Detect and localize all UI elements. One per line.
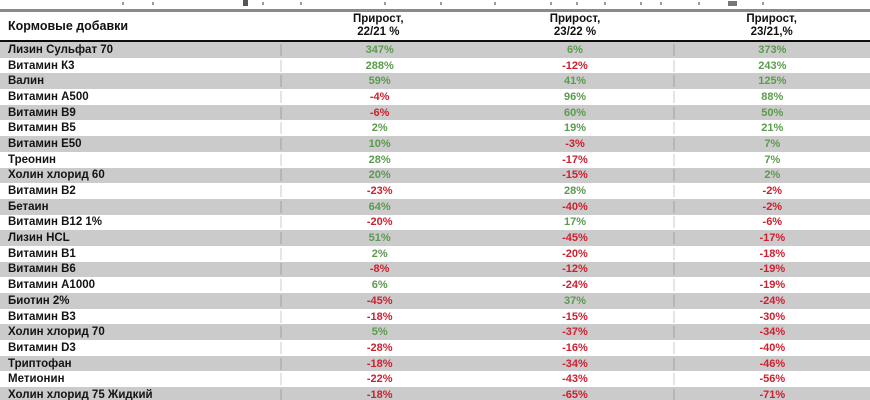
growth-value: -45%: [562, 232, 588, 245]
growth-value: 50%: [673, 107, 870, 119]
growth-value: -37%: [562, 326, 588, 339]
growth-value: 19%: [563, 122, 586, 135]
growth-value: 51%: [280, 232, 477, 244]
growth-value: -18%: [673, 248, 870, 260]
growth-value: -22%: [280, 373, 477, 385]
additive-name: Витамин В1: [8, 247, 76, 260]
col-header-additives: Кормовые добавки: [8, 19, 129, 33]
table-row: [0, 215, 870, 231]
col-header-line: 23/21,%: [750, 26, 793, 38]
growth-value: -30%: [673, 311, 870, 323]
additive-name: Холин хлорид 75 Жидкий: [8, 388, 153, 400]
growth-value: 28%: [563, 185, 586, 198]
table-row: [0, 152, 870, 168]
additive-name: Витамин А1000: [8, 279, 96, 292]
additive-name: Лизин Сульфат 70: [8, 43, 114, 56]
table-row: [0, 324, 870, 340]
growth-value: 37%: [563, 294, 586, 307]
table-row: [0, 371, 870, 387]
table-row: [0, 246, 870, 262]
col-header-growth-22-21: [280, 13, 477, 39]
growth-value: 20%: [280, 169, 477, 181]
additive-name: Витамин В9: [8, 106, 76, 119]
growth-value: -6%: [673, 216, 870, 228]
additive-name: Валин: [8, 75, 45, 88]
growth-value: -28%: [280, 342, 477, 354]
growth-value: -46%: [673, 358, 870, 370]
growth-value: -56%: [673, 373, 870, 385]
growth-value: -19%: [673, 279, 870, 291]
growth-value: -65%: [562, 388, 588, 400]
growth-value: 17%: [563, 216, 586, 229]
additive-name: Треонин: [8, 153, 56, 166]
additive-name: Холин хлорид 70: [8, 326, 105, 339]
growth-value: -34%: [562, 357, 588, 370]
additive-name: Витамин Е50: [8, 137, 82, 150]
growth-value: 5%: [280, 326, 477, 338]
growth-value: -3%: [565, 137, 585, 150]
col-header-growth-23-21: [673, 13, 870, 39]
col-header-line: Прирост,: [353, 13, 404, 26]
growth-value: -19%: [673, 263, 870, 275]
table-row: [0, 105, 870, 121]
growth-value: 2%: [673, 169, 870, 181]
table-row: [0, 262, 870, 278]
additive-name: Витамин В2: [8, 185, 76, 198]
growth-value: -40%: [673, 342, 870, 354]
col-header-line: Прирост,: [746, 13, 797, 26]
cropped-title-fragment: [0, 0, 870, 9]
additive-name: Витамин А500: [8, 90, 89, 103]
table-row: [0, 120, 870, 136]
growth-value: -43%: [562, 373, 588, 386]
growth-value: -18%: [280, 311, 477, 323]
growth-value: 6%: [567, 43, 583, 56]
growth-value: -18%: [280, 389, 477, 400]
growth-value: 21%: [673, 122, 870, 134]
growth-value: 59%: [280, 75, 477, 87]
growth-value: -24%: [673, 295, 870, 307]
growth-value: -12%: [562, 59, 588, 72]
growth-value: -15%: [562, 310, 588, 323]
growth-value: -45%: [280, 295, 477, 307]
growth-value: -71%: [673, 389, 870, 400]
additive-name: Витамин К3: [8, 59, 75, 72]
growth-value: -23%: [280, 185, 477, 197]
growth-value: 288%: [280, 60, 477, 72]
table-row: [0, 168, 870, 184]
additive-name: Лизин HCL: [8, 232, 70, 245]
growth-value: -40%: [562, 200, 588, 213]
additive-name: Биотин 2%: [8, 294, 70, 307]
additive-name: Витамин В12 1%: [8, 216, 103, 229]
growth-value: 373%: [673, 44, 870, 56]
col-header-line: Прирост,: [549, 13, 601, 26]
growth-value: -2%: [673, 201, 870, 213]
table-row: [0, 42, 870, 58]
growth-value: -24%: [562, 279, 588, 292]
table-row: [0, 309, 870, 325]
growth-value: -15%: [562, 169, 588, 182]
table-row: [0, 58, 870, 74]
table-row: [0, 340, 870, 356]
growth-value: -2%: [673, 185, 870, 197]
additive-name: Витамин В5: [8, 122, 76, 135]
growth-value: 60%: [563, 106, 586, 119]
additive-name: Витамин В6: [8, 263, 76, 276]
growth-value: 125%: [673, 75, 870, 87]
table-row: [0, 183, 870, 199]
col-header-line: 22/21 %: [357, 26, 400, 38]
table-row: [0, 356, 870, 372]
col-header-growth-23-22: [477, 13, 674, 39]
growth-value: -8%: [280, 263, 477, 275]
growth-value: -20%: [562, 247, 588, 260]
growth-value: 2%: [280, 122, 477, 134]
growth-value: -20%: [280, 216, 477, 228]
additive-name: Метионин: [8, 373, 65, 386]
growth-value: 41%: [563, 75, 586, 88]
table-header: [0, 12, 870, 42]
table-row: [0, 277, 870, 293]
additive-name: Витамин D3: [8, 341, 76, 354]
growth-value: -34%: [673, 326, 870, 338]
growth-value: 10%: [280, 138, 477, 150]
growth-value: 347%: [280, 44, 477, 56]
growth-value: 28%: [280, 154, 477, 166]
table-row: [0, 387, 870, 400]
table-body: [0, 42, 870, 400]
growth-value: 7%: [673, 154, 870, 166]
additive-name: Триптофан: [8, 357, 72, 370]
growth-value: 2%: [280, 248, 477, 260]
table-row: [0, 89, 870, 105]
growth-value: -17%: [673, 232, 870, 244]
col-header-line: 23/22 %: [553, 26, 597, 38]
growth-value: 96%: [563, 90, 586, 103]
additive-name: Бетаин: [8, 200, 49, 213]
table-row: [0, 136, 870, 152]
growth-value: 243%: [673, 60, 870, 72]
growth-value: 64%: [280, 201, 477, 213]
growth-value: -6%: [280, 107, 477, 119]
growth-value: -18%: [280, 358, 477, 370]
additive-name: Витамин В3: [8, 310, 76, 323]
growth-value: 7%: [673, 138, 870, 150]
growth-value: 6%: [280, 279, 477, 291]
growth-value: 88%: [673, 91, 870, 103]
growth-value: -12%: [562, 263, 588, 276]
growth-value: -17%: [562, 153, 588, 166]
table-row: [0, 73, 870, 89]
additive-name: Холин хлорид 60: [8, 169, 105, 182]
table-row: [0, 293, 870, 309]
table-row: [0, 199, 870, 215]
growth-value: -16%: [562, 341, 588, 354]
growth-value: -4%: [280, 91, 477, 103]
table-row: [0, 230, 870, 246]
additives-table: [0, 9, 870, 400]
